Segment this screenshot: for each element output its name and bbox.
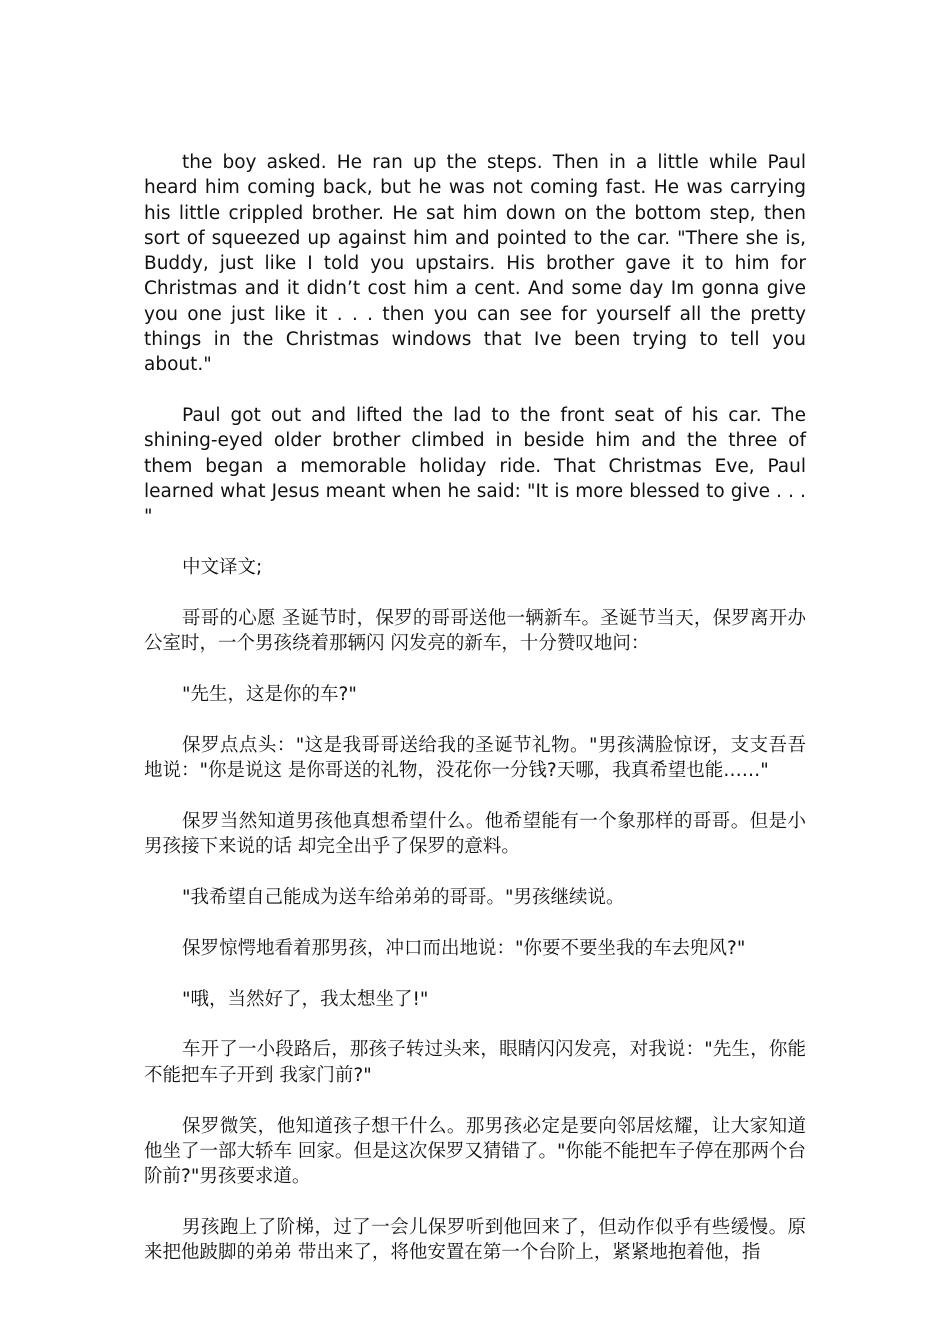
paragraph-zh-2: "先生，这是你的车?" xyxy=(182,684,357,706)
paragraph-zh-10: 男孩跑上了阶梯，过了一会儿保罗听到他回来了，但动作似乎有些缓慢。原来把他跛脚的弟弟 带出来了，将他安置在第一个台阶上，紧紧地抱着他，指 xyxy=(144,1216,806,1264)
paragraph-en-2: Paul got out and lifted the lad to the front seat of his car. The shining-eyed older brother climbed in beside him and the three of them began a memorable holiday ride. That Christmas Eve, Paul learned what Jesus meant when he said: "It is more blessed to give . . . " xyxy=(144,405,806,528)
paragraph-zh-6: 保罗惊愕地看着那男孩，冲口而出地说："你要不要坐我的车去兜风?" xyxy=(182,937,746,959)
paragraph-zh-7: "哦，当然好了，我太想坐了!" xyxy=(182,988,429,1010)
paragraph-en-1: the boy asked. He ran up the steps. Then in a little while Paul heard him coming back, but he was not coming fast. He was carrying his little crippled brother. He sat him down on the bottom step, then sort of squeezed up against him and pointed to the car. "There she is, Buddy, just like I told you upstairs. His brother gave it to him for Christmas and it didn’t cost him a cent. And some day Im gonna give you one just like it . . . then you can see for yourself all the pretty things in the Christmas windows that Ive been trying to tell you about." xyxy=(144,152,806,376)
paragraph-zh-8: 车开了一小段路后，那孩子转过头来，眼睛闪闪发亮，对我说："先生，你能不能把车子开到 我家门前?" xyxy=(144,1039,806,1086)
translation-heading: 中文译文; xyxy=(182,557,263,579)
paragraph-zh-9: 保罗微笑，他知道孩子想干什么。那男孩必定是要向邻居炫耀，让大家知道他坐了一部大轿车 回家。但是这次保罗又猜错了。"你能不能把车子停在那两个台阶前?"男孩要求道。 xyxy=(144,1115,806,1188)
paragraph-zh-3: 保罗点点头："这是我哥哥送给我的圣诞节礼物。"男孩满脸惊讶，支支吾吾地说："你是说这 是你哥送的礼物，没花你一分钱?天哪，我真希望也能……" xyxy=(144,734,806,782)
paragraph-zh-1: 哥哥的心愿 圣诞节时，保罗的哥哥送他一辆新车。圣诞节当天，保罗离开办公室时，一个男孩绕着那辆闪 闪发亮的新车，十分赞叹地问： xyxy=(144,607,806,655)
paragraph-zh-5: "我希望自己能成为送车给弟弟的哥哥。"男孩继续说。 xyxy=(182,887,625,909)
document-body xyxy=(144,150,806,1291)
paragraph-zh-4: 保罗当然知道男孩他真想希望什么。他希望能有一个象那样的哥哥。但是小男孩接下来说的话 却完全出乎了保罗的意料。 xyxy=(144,810,806,858)
